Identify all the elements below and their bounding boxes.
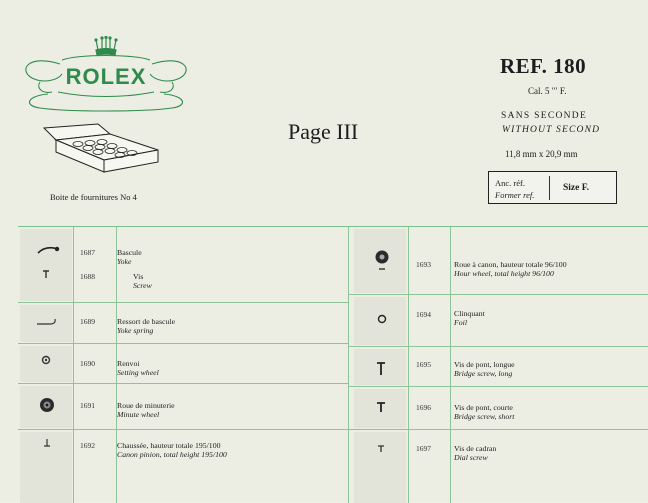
foil-icon bbox=[376, 313, 388, 325]
part-number: 1690 bbox=[80, 359, 95, 368]
part-name-en: Dial screw bbox=[454, 453, 488, 462]
part-image-cell bbox=[354, 297, 406, 345]
screw-icon bbox=[42, 269, 50, 279]
table-row bbox=[348, 227, 648, 295]
part-name-fr: Renvoi bbox=[117, 359, 140, 368]
table-row bbox=[348, 295, 648, 347]
caliber-label: Cal. 5 ′′′ F. bbox=[528, 86, 567, 96]
part-image-cell bbox=[20, 386, 72, 428]
anc-ref-label: Anc. réf. bbox=[495, 178, 525, 188]
part-name-fr: Clinquant bbox=[454, 309, 485, 318]
hour-wheel-icon bbox=[374, 249, 390, 273]
part-number: 1696 bbox=[416, 403, 431, 412]
part-number: 1687 bbox=[80, 248, 95, 257]
part-name-fr: Roue de minuterie bbox=[117, 401, 175, 410]
part-image-cell bbox=[354, 432, 406, 503]
part-image-cell bbox=[20, 305, 72, 342]
ref-box-divider bbox=[549, 176, 550, 200]
part-name-en: Yoke bbox=[117, 257, 132, 266]
part-name-en: Foil bbox=[454, 318, 467, 327]
rolex-logo bbox=[18, 36, 194, 114]
part-name-en: Setting wheel bbox=[117, 368, 159, 377]
part-name-fr: Vis de pont, courte bbox=[454, 403, 513, 412]
part-name-fr: Ressort de bascule bbox=[117, 317, 176, 326]
parts-column-left bbox=[18, 227, 348, 503]
part-name-en: Minute wheel bbox=[117, 410, 160, 419]
setting-wheel-icon bbox=[40, 354, 52, 366]
table-row bbox=[348, 387, 648, 430]
table-row bbox=[18, 303, 348, 344]
part-image-cell bbox=[354, 349, 406, 385]
part-number: 1688 bbox=[80, 272, 95, 281]
part-number: 1692 bbox=[80, 441, 95, 450]
part-number: 1691 bbox=[80, 401, 95, 410]
part-name-fr: Bascule bbox=[117, 248, 142, 257]
part-image-cell bbox=[354, 389, 406, 428]
part-name-en: Canon pinion, total height 195/100 bbox=[117, 450, 227, 459]
table-row bbox=[348, 430, 648, 503]
long-screw-icon bbox=[376, 361, 386, 377]
table-row bbox=[18, 384, 348, 430]
part-name-en: Bridge screw, short bbox=[454, 412, 515, 421]
without-second-label: WITHOUT SECOND bbox=[502, 125, 601, 135]
part-image-cell bbox=[20, 346, 72, 382]
box-caption: Boite de fournitures No 4 bbox=[50, 192, 137, 202]
part-name-en: Yoke spring bbox=[117, 326, 154, 335]
part-image-cell bbox=[20, 432, 72, 503]
page-title: Page III bbox=[288, 119, 359, 144]
parts-box-illustration bbox=[38, 122, 162, 184]
part-number: 1689 bbox=[80, 317, 95, 326]
parts-box-icon bbox=[38, 122, 162, 184]
table-row bbox=[18, 430, 348, 503]
canon-pinion-icon bbox=[42, 438, 52, 448]
reference-number: REF. 180 bbox=[500, 54, 587, 78]
part-number: 1697 bbox=[416, 444, 431, 453]
table-row bbox=[18, 227, 348, 303]
part-image-cell bbox=[354, 229, 406, 293]
part-name-fr: Vis de cadran bbox=[454, 444, 497, 453]
part-number: 1693 bbox=[416, 260, 431, 269]
parts-table bbox=[18, 226, 648, 502]
table-row bbox=[348, 347, 648, 387]
former-ref-label: Former ref. bbox=[495, 190, 535, 200]
minute-wheel-icon bbox=[38, 396, 56, 414]
table-row bbox=[18, 344, 348, 384]
parts-column-right bbox=[348, 227, 648, 503]
part-name-fr: Vis de pont, longue bbox=[454, 360, 515, 369]
short-screw-icon bbox=[376, 401, 386, 415]
part-name-en: Bridge screw, long bbox=[454, 369, 513, 378]
part-number: 1695 bbox=[416, 360, 431, 369]
dimensions-label: 11,8 mm x 20,9 mm bbox=[505, 149, 578, 159]
part-name-fr: Vis bbox=[133, 272, 144, 281]
part-name-fr: Roue à canon, hauteur totale 96/100 bbox=[454, 260, 567, 269]
part-name-en: Screw bbox=[133, 281, 152, 290]
reference-box bbox=[488, 171, 617, 204]
part-image-cell bbox=[20, 229, 72, 301]
yoke-icon bbox=[36, 243, 62, 259]
part-name-fr: Chaussée, hauteur totale 195/100 bbox=[117, 441, 221, 450]
dial-screw-icon bbox=[377, 444, 385, 454]
yoke-spring-icon bbox=[36, 317, 58, 327]
part-number: 1694 bbox=[416, 310, 431, 319]
part-name-en: Hour wheel, total height 96/100 bbox=[454, 269, 554, 278]
sans-seconde-label: SANS SECONDE bbox=[501, 111, 588, 121]
brand-wordmark: ROLEX bbox=[65, 64, 147, 89]
size-label: Size F. bbox=[563, 183, 590, 193]
